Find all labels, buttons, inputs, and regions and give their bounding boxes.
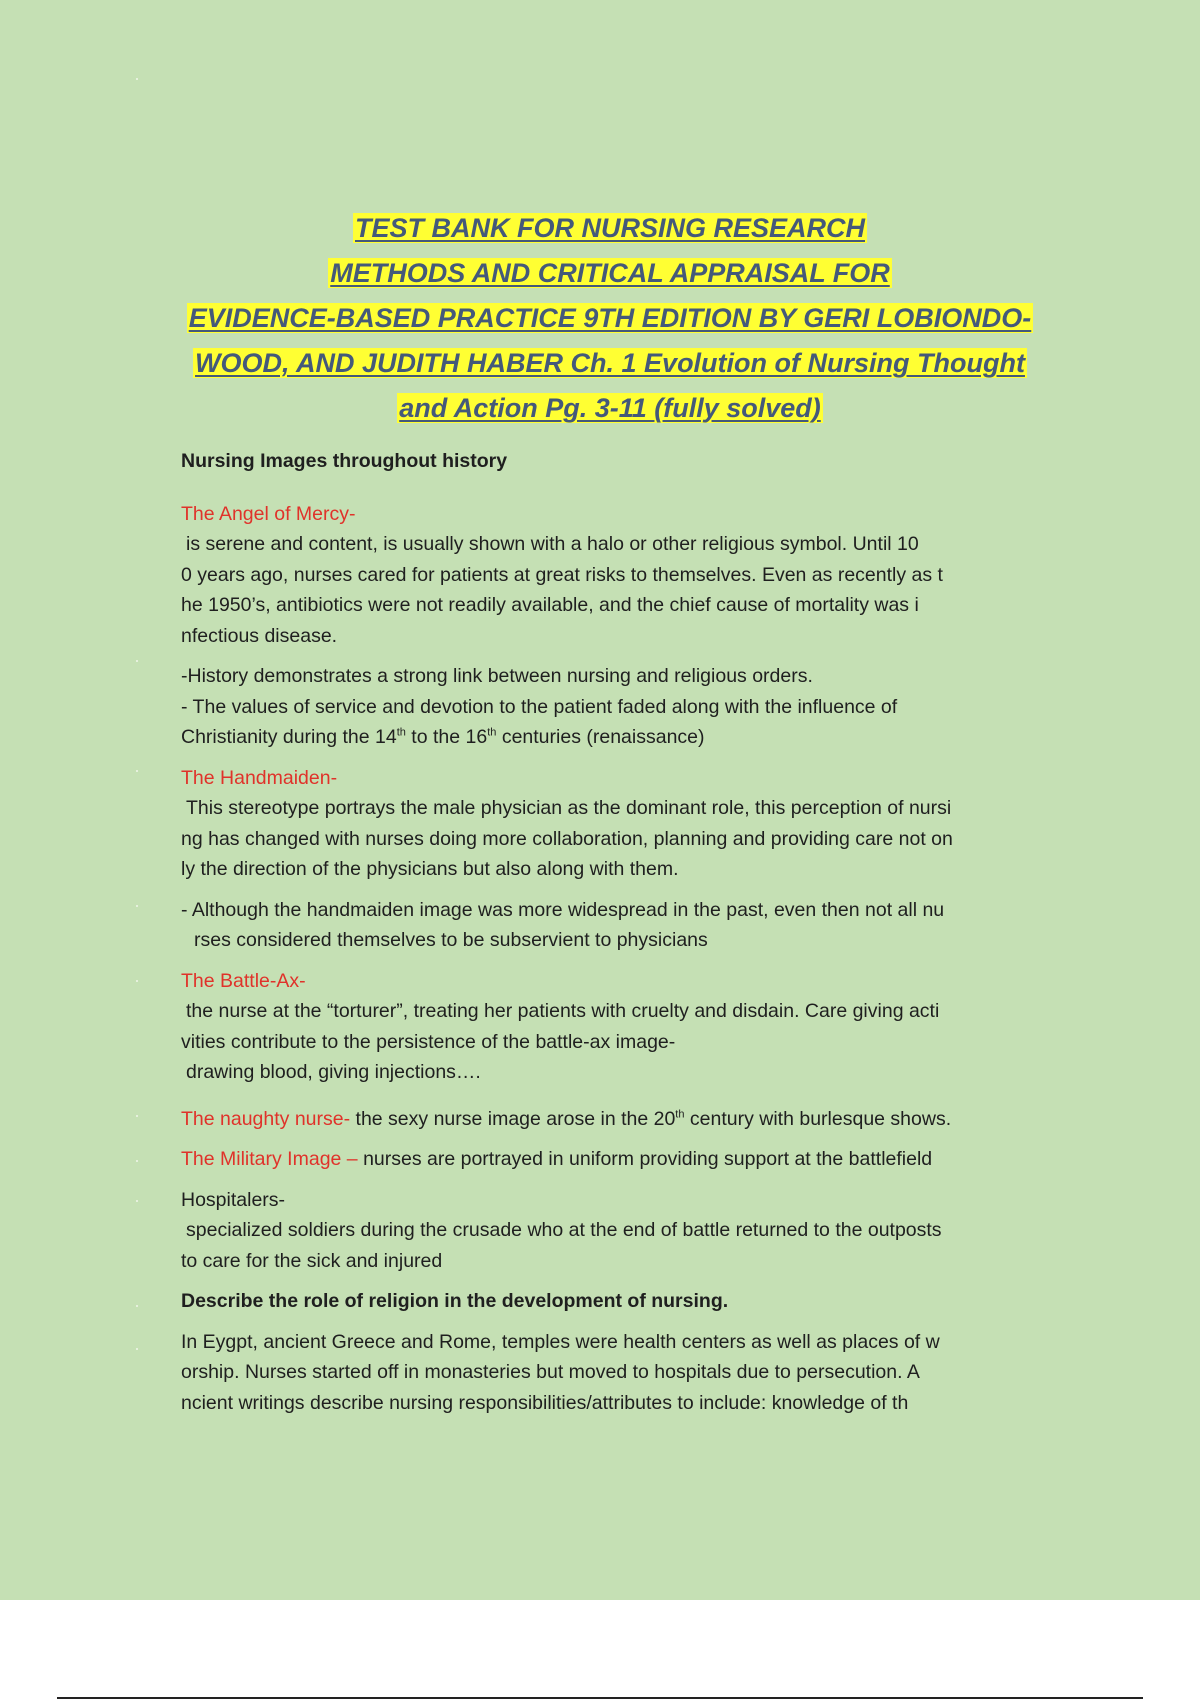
section-heading: Nursing Images throughout history bbox=[181, 450, 508, 472]
battle-ax-text-line: drawing blood, giving injections…. bbox=[186, 1061, 481, 1083]
angel-text-line: is serene and content, is usually shown with a halo or other religious symbol. Until 10 bbox=[186, 533, 919, 555]
handmaiden-bullet-line: rses considered themselves to be subservient to physicians bbox=[194, 929, 708, 951]
document-title bbox=[170, 208, 1050, 433]
handmaiden-label: The Handmaiden- bbox=[181, 766, 338, 789]
hospitalers-label: Hospitalers- bbox=[181, 1188, 286, 1211]
footer-rule bbox=[57, 1697, 1143, 1699]
values-line: - The values of service and devotion to the patient faded along with the influence of bbox=[181, 695, 898, 718]
hospitalers-text-line: to care for the sick and injured bbox=[181, 1249, 443, 1272]
handmaiden-text-line: ly the direction of the physicians but also along with them. bbox=[181, 858, 679, 880]
religion-text-line: ncient writings describe nursing responsibilities/attributes to include: knowledge of th bbox=[181, 1391, 909, 1414]
history-line: -History demonstrates a strong link between nursing and religious orders. bbox=[181, 665, 813, 687]
angel-text-line: nfectious disease. bbox=[181, 624, 338, 647]
title-line: WOOD, AND JUDITH HABER Ch. 1 Evolution of Nursing Thought bbox=[195, 348, 1025, 378]
angel-text-line: 0 years ago, nurses cared for patients at great risks to themselves. Even as recently as t bbox=[181, 563, 943, 586]
battle-ax-label: The Battle-Ax- bbox=[181, 969, 306, 992]
angel-of-mercy-label: The Angel of Mercy- bbox=[181, 502, 356, 525]
naughty-nurse-line: The naughty nurse- the sexy nurse image arose in the 20th century with burlesque shows. bbox=[181, 1107, 952, 1130]
christianity-line: Christianity during the 14th to the 16th centuries (renaissance) bbox=[181, 726, 705, 748]
title-line: EVIDENCE-BASED PRACTICE 9TH EDITION BY GERI LOBIONDO- bbox=[188, 303, 1032, 333]
title-line: and Action Pg. 3-11 (fully solved) bbox=[399, 393, 821, 423]
title-line: METHODS AND CRITICAL APPRAISAL FOR bbox=[330, 258, 890, 288]
battle-ax-text-line: the nurse at the “torturer”, treating her patients with cruelty and disdain. Care giving acti bbox=[186, 1000, 940, 1022]
religion-text-line: In Eygpt, ancient Greece and Rome, temples were health centers as well as places of w bbox=[181, 1330, 940, 1353]
battle-ax-text-line: vities contribute to the persistence of the battle-ax image- bbox=[181, 1030, 676, 1053]
document-body bbox=[181, 446, 1061, 1418]
angel-text-line: he 1950’s, antibiotics were not readily available, and the chief cause of mortality was i bbox=[181, 594, 919, 616]
handmaiden-text-line: This stereotype portrays the male physician as the dominant role, this perception of nursi bbox=[186, 797, 952, 819]
handmaiden-bullet-line: - Although the handmaiden image was more widespread in the past, even then not all nu bbox=[181, 898, 945, 921]
handmaiden-text-line: ng has changed with nurses doing more collaboration, planning and providing care not on bbox=[181, 827, 953, 850]
religion-question: Describe the role of religion in the development of nursing. bbox=[181, 1290, 729, 1312]
hospitalers-text-line: specialized soldiers during the crusade who at the end of battle returned to the outposts bbox=[186, 1219, 942, 1241]
religion-text-line: orship. Nurses started off in monasteries but moved to hospitals due to persecution. A bbox=[181, 1361, 920, 1383]
title-line: TEST BANK FOR NURSING RESEARCH bbox=[354, 213, 866, 243]
military-image-line: The Military Image – nurses are portrayed in uniform providing support at the battlefield bbox=[181, 1148, 933, 1170]
